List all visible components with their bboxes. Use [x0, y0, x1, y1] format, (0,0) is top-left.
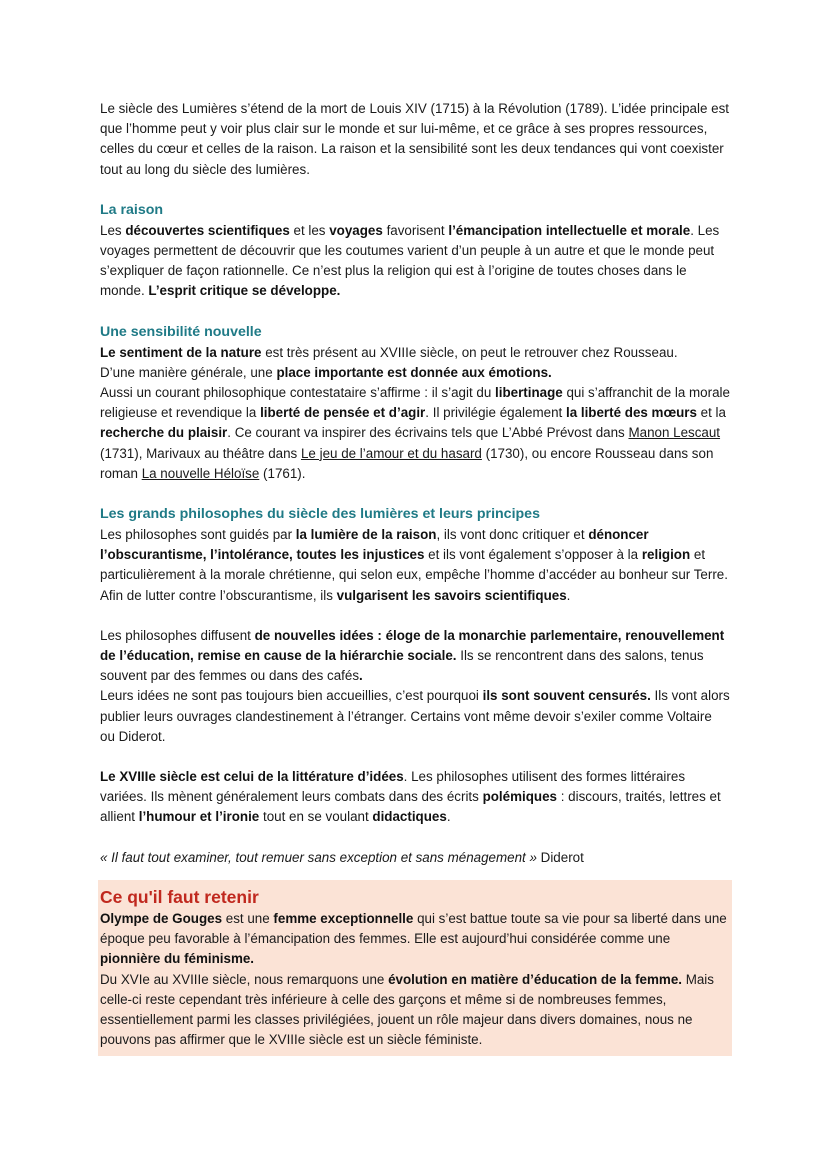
sensibilite-paragraph-libertinage: Aussi un courant philosophique contestataire s’affirme : il s’agit du libertinage qui s’affranchit de la morale religieuse et revendique la liberté de pensée et d’agir. Il privilégie également la liberté des mœurs et la recherche du plaisir. Ce courant va inspirer des écrivains tels que L’Abbé Prévost dans Manon Lescaut (1731), Marivaux au théâtre dans Le jeu de l’amour et du hasard (1730), ou encore Rousseau dans son roman La nouvelle Héloïse (1761).: [100, 385, 730, 481]
title-jeu-amour-hasard: Le jeu de l’amour et du hasard: [300, 445, 482, 461]
raison-paragraph: Les découvertes scientifiques et les voyages favorisent l’émancipation intellectuelle et morale. Les voyages permettent de découvrir que les coutumes varient d’un peuple à un autre et que le monde peut s’expliquer de façon rationnelle. Ce n’est plus la religion qui est à l’origine de toutes choses dans le monde. L’esprit critique se développe.: [100, 222, 720, 299]
philosophes-paragraph-2b: Leurs idées ne sont pas toujours bien accueillies, c’est pourquoi ils sont souvent censurés. Ils vont alors publier leurs ouvrages clandestinement à l’étranger. Certains vont même devoir s’exiler comme Voltaire ou Diderot.: [100, 688, 730, 744]
document-body: [100, 99, 730, 1056]
sensibilite-line-emotions: D’une manière générale, une place importante est donnée aux émotions.: [100, 364, 552, 380]
philosophes-paragraph-2: Les philosophes diffusent de nouvelles idées : éloge de la monarchie parlementaire, renouvellement de l’éducation, remise en cause de la hiérarchie sociale. Ils se rencontrent dans des salons, tenus souvent par des femmes ou dans des cafés.: [100, 627, 725, 684]
title-manon-lescaut: Manon Lescaut: [628, 425, 721, 441]
sensibilite-line-nature: Le sentiment de la nature est très présent au XVIIIe siècle, on peut le retrouver chez Rousseau.: [100, 344, 678, 360]
retenir-paragraph-1: Olympe de Gouges est une femme exceptionnelle qui s’est battue toute sa vie pour sa liberté dans une époque peu favorable à l’émancipation des femmes. Elle est aujourd’hui considérée comme une pionnière du féminisme.: [100, 910, 727, 967]
section-sensibilite: [100, 322, 730, 484]
diderot-quote: « Il faut tout examiner, tout remuer sans exception et sans ménagement » Diderot: [100, 849, 584, 865]
title-nouvelle-heloise: La nouvelle Héloïse: [141, 465, 260, 481]
section-raison: [100, 200, 730, 302]
retenir-box: [98, 880, 732, 1056]
philosophes-paragraph-1: Les philosophes sont guidés par la lumière de la raison, ils vont donc critiquer et dénoncer l’obscurantisme, l’intolérance, toutes les injustices et ils vont également s’opposer à la religion et particulièrement à la morale chrétienne, qui selon eux, empêche l’homme d’accéder au bonheur sur Terre. Afin de lutter contre l’obscurantisme, ils vulgarisent les savoirs scientifiques.: [100, 527, 728, 603]
intro-paragraph: Le siècle des Lumières s’étend de la mort de Louis XIV (1715) à la Révolution (1789). L’idée principale est que l’homme peut y voir plus clair sur le monde et sur lui-même, et ce grâce à ses propres ressources, celles du cœur et celles de la raison. La raison et la sensibilité sont les deux tendances qui vont coexister tout au long du siècle des lumières.: [100, 101, 729, 177]
heading-sensibilite: Une sensibilité nouvelle: [100, 323, 262, 340]
section-philosophes: [100, 504, 730, 868]
heading-retenir: Ce qu'il faut retenir: [100, 886, 259, 907]
philosophes-paragraph-3: Le XVIIIe siècle est celui de la littérature d’idées. Les philosophes utilisent des formes littéraires variées. Ils mènent généralement leurs combats dans des écrits polémiques : discours, traités, lettres et allient l’humour et l’ironie tout en se voulant didactiques.: [100, 769, 721, 825]
heading-raison: La raison: [100, 201, 164, 218]
retenir-paragraph-2: Du XVIe au XVIIIe siècle, nous remarquons une évolution en matière d’éducation de la femme. Mais celle-ci reste cependant très inférieure à celle des garçons et même si de nombreuses femmes, essentiellement parmi les classes privilégiées, jouent un rôle majeur dans divers domaines, nous ne pouvons pas affirmer que le XVIIIe siècle est un siècle féministe.: [100, 971, 714, 1048]
heading-philosophes: Les grands philosophes du siècle des lumières et leurs principes: [100, 506, 540, 523]
